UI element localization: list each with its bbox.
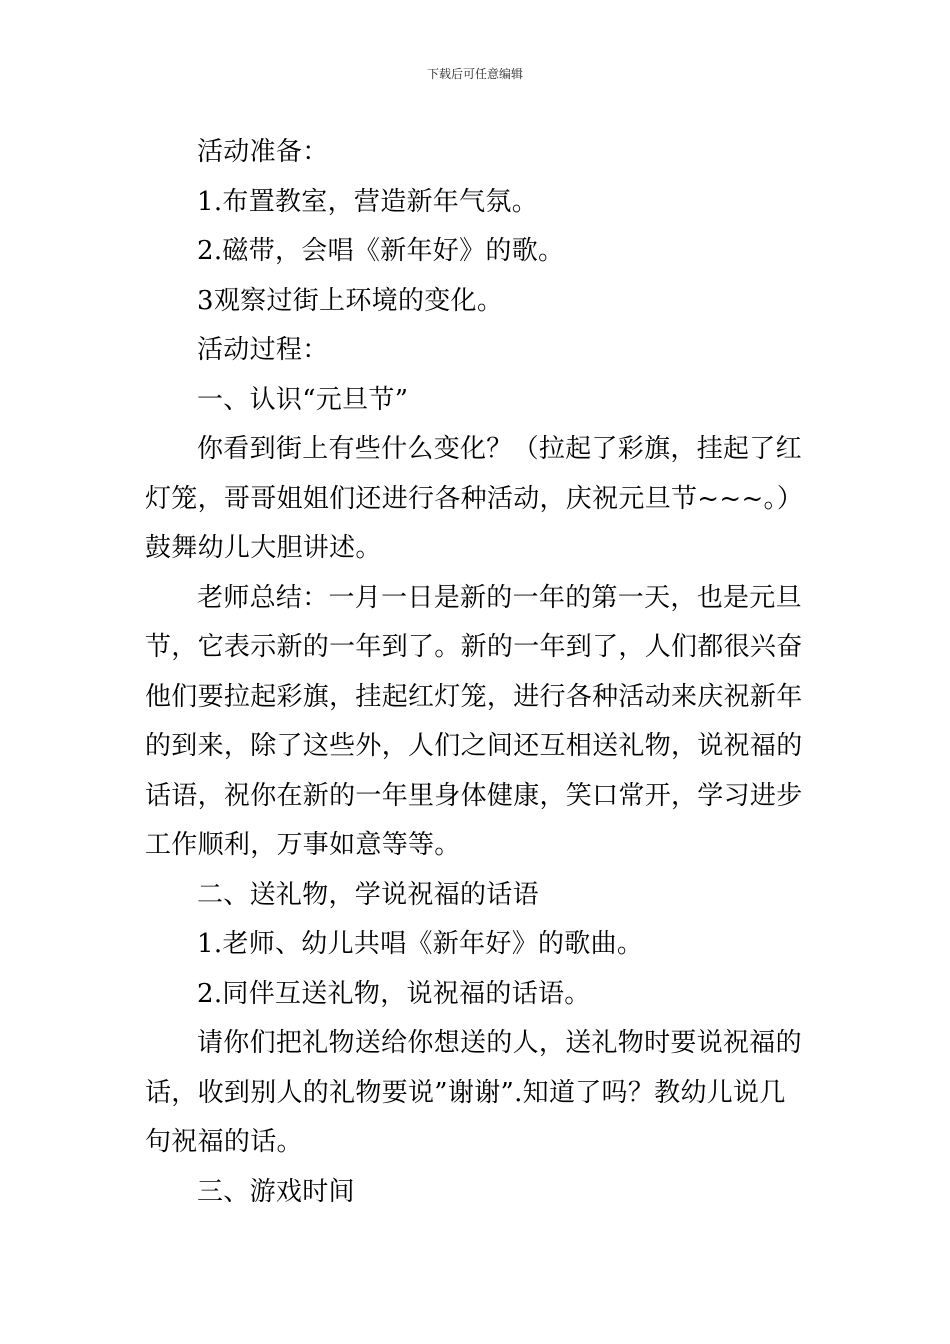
heading-process: 活动过程： <box>197 335 329 365</box>
paragraph: 你看到街上有些什么变化？（拉起了彩旗，挂起了红灯笼，哥哥姐姐们还进行各种活动，庆祝元旦节~~~。）鼓舞幼儿大胆讲述。 <box>145 434 804 563</box>
list-item: 3观察过街上环境的变化。 <box>197 285 504 316</box>
section-heading-2: 二、送礼物，学说祝福的话语 <box>197 879 539 910</box>
list-item: 1.老师、幼儿共唱《新年好》的歌曲。 <box>197 929 644 959</box>
list-item: 2.磁带，会唱《新年好》的歌。 <box>197 236 565 266</box>
heading-preparation: 活动准备： <box>197 137 329 167</box>
page-header-note: 下载后可任意编辑 <box>426 67 523 81</box>
section-heading-3: 三、游戏时间 <box>197 1176 355 1207</box>
list-item: 1.布置教室，营造新年气氛。 <box>197 186 539 217</box>
paragraph: 老师总结：一月一日是新的一年的第一天，也是元旦节，它表示新的一年到了。新的一年到了，人们都很兴奋他们要拉起彩旗，挂起红灯笼，进行各种活动来庆祝新年的到来，除了这些外，人们之间还互相送礼物，说祝福的话语，祝你在新的一年里身体健康，笑口常开，学习进步工作顺利，万事如意等等。 <box>145 582 803 860</box>
section-heading-1: 一、认识“元旦节” <box>197 384 409 415</box>
document-body <box>145 128 810 1217</box>
paragraph: 请你们把礼物送给你想送的人，送礼物时要说祝福的话，收到别人的礼物要说”谢谢”.知道了吗？教幼儿说几句祝福的话。 <box>145 1028 802 1157</box>
list-item: 2.同伴互送礼物，说祝福的话语。 <box>197 978 591 1009</box>
